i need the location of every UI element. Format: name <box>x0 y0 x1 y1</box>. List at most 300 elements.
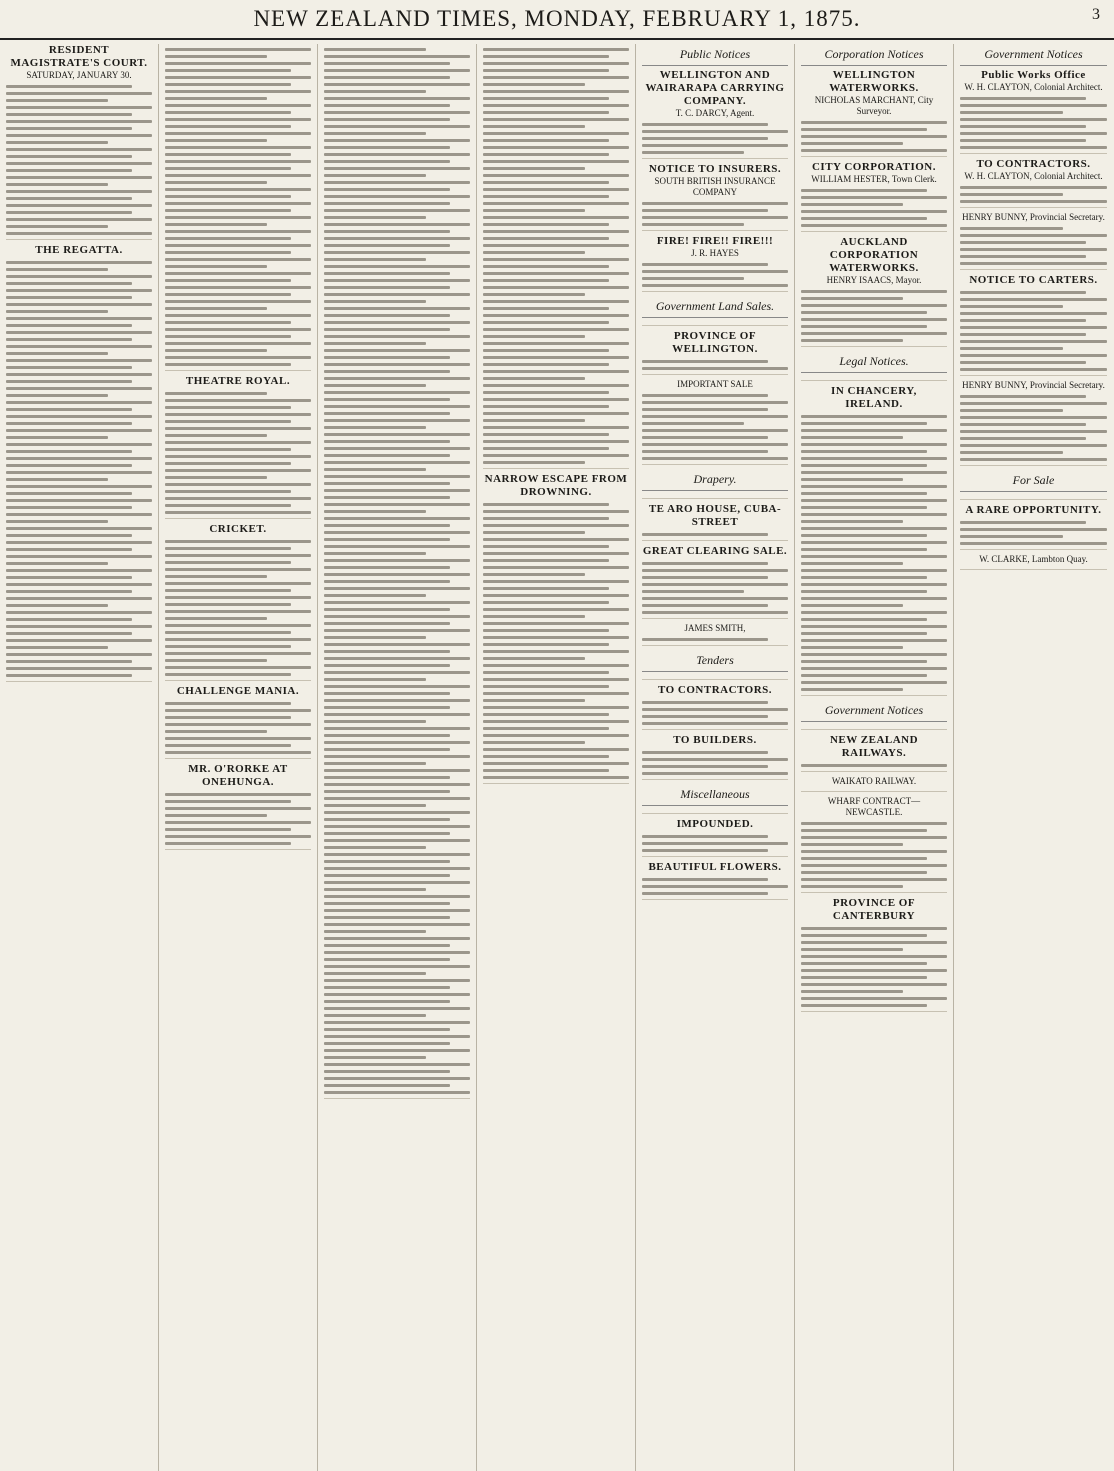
text-line <box>642 533 768 536</box>
text-line <box>642 701 768 704</box>
text-line <box>801 527 947 530</box>
text-line <box>324 391 470 394</box>
text-line <box>801 822 947 825</box>
text-line <box>483 384 629 387</box>
text-line <box>642 422 744 425</box>
text-line <box>165 744 291 747</box>
text-line <box>642 401 788 404</box>
article-heading: WELLINGTON WATERWORKS. <box>829 69 919 94</box>
text-line <box>801 422 927 425</box>
text-line <box>483 517 609 520</box>
text-line <box>6 289 152 292</box>
text-line <box>642 270 788 273</box>
text-line <box>165 293 291 296</box>
article-subheading: SOUTH BRITISH INSURANCE COMPANY <box>654 176 776 197</box>
text-line <box>324 286 450 289</box>
text-line <box>801 217 927 220</box>
text-line <box>483 202 629 205</box>
text-line <box>165 349 267 352</box>
text-line <box>960 319 1086 322</box>
text-line <box>165 237 291 240</box>
text-line <box>483 573 585 576</box>
text-line <box>6 520 108 523</box>
text-line <box>6 380 132 383</box>
text-line <box>801 990 903 993</box>
text-line <box>642 604 768 607</box>
text-line <box>165 251 291 254</box>
text-line <box>165 835 311 838</box>
text-line <box>6 148 152 151</box>
te-aro-house-title: TE ARO HOUSE, CUBA-STREET <box>648 503 782 528</box>
text-line <box>324 1056 426 1059</box>
text-line <box>960 118 1107 121</box>
article-heading: NARROW ESCAPE FROM DROWNING. <box>484 473 628 498</box>
text-line <box>801 969 947 972</box>
text-line <box>6 541 152 544</box>
text-line <box>6 653 152 656</box>
miscellaneous <box>642 784 788 814</box>
text-line <box>324 258 426 261</box>
column-3 <box>318 44 477 1471</box>
text-line <box>483 720 629 723</box>
text-line <box>324 468 426 471</box>
text-line <box>165 167 291 170</box>
notice-to-carters <box>960 274 1107 376</box>
text-line <box>483 412 629 415</box>
chancery-title: IN CHANCERY, IRELAND. <box>831 385 917 410</box>
text-line <box>642 277 744 280</box>
text-line <box>324 622 450 625</box>
text-line <box>483 377 585 380</box>
text-line <box>801 948 903 951</box>
text-line <box>6 275 152 278</box>
text-line <box>165 230 311 233</box>
text-line <box>642 394 768 397</box>
text-line <box>6 478 108 481</box>
text-line <box>642 137 768 140</box>
text-line <box>801 653 947 656</box>
text-line <box>324 111 470 114</box>
text-line <box>324 384 426 387</box>
henry-bunny <box>960 380 1107 466</box>
text-line <box>6 310 108 313</box>
text-line <box>165 146 311 149</box>
text-line <box>483 335 585 338</box>
text-line <box>165 279 291 282</box>
masthead-title: NEW ZEALAND TIMES, MONDAY, FEBRUARY 1, 1875. <box>253 6 861 31</box>
text-line <box>324 426 426 429</box>
text-line <box>483 601 609 604</box>
text-line <box>483 776 629 779</box>
text-line <box>801 224 947 227</box>
text-line <box>324 643 470 646</box>
article <box>483 48 629 469</box>
text-line <box>960 395 1086 398</box>
text-line <box>483 440 629 443</box>
wharf-contract <box>801 796 947 893</box>
text-line <box>483 755 609 758</box>
text-line <box>324 993 470 996</box>
text-line <box>165 793 311 796</box>
article-subheading: J. R. HAYES <box>691 248 739 258</box>
text-line <box>483 643 609 646</box>
column-4 <box>477 44 636 1471</box>
text-line <box>483 629 609 632</box>
text-line <box>165 265 267 268</box>
article <box>165 48 311 371</box>
text-line <box>165 511 311 514</box>
article-subheading: WILLIAM HESTER, Town Clerk. <box>811 174 937 184</box>
w-clarke-title: W. CLARKE, Lambton Quay. <box>979 554 1088 564</box>
text-line <box>960 132 1107 135</box>
text-line <box>642 263 768 266</box>
text-line <box>642 765 768 768</box>
text-line <box>801 871 927 874</box>
text-line <box>165 483 311 486</box>
text-line <box>801 997 947 1000</box>
text-line <box>483 447 609 450</box>
text-line <box>483 454 629 457</box>
text-line <box>324 69 470 72</box>
text-line <box>165 709 311 712</box>
to-contractors <box>642 684 788 730</box>
text-line <box>801 660 927 663</box>
text-line <box>165 617 267 620</box>
text-line <box>960 255 1086 258</box>
text-line <box>165 216 311 219</box>
text-line <box>324 636 426 639</box>
text-line <box>324 671 470 674</box>
text-line <box>960 241 1086 244</box>
text-line <box>801 203 903 206</box>
text-line <box>324 713 470 716</box>
text-line <box>6 436 108 439</box>
text-line <box>642 878 768 881</box>
text-line <box>960 361 1086 364</box>
text-line <box>801 520 903 523</box>
text-line <box>324 83 470 86</box>
text-line <box>642 450 768 453</box>
text-line <box>165 83 291 86</box>
text-line <box>165 575 267 578</box>
text-line <box>960 326 1107 329</box>
drapery-title: Drapery. <box>642 469 788 491</box>
text-line <box>324 608 450 611</box>
text-line <box>483 167 585 170</box>
text-line <box>801 569 947 572</box>
clearing-sale <box>642 545 788 619</box>
text-line <box>483 118 629 121</box>
text-line <box>642 835 768 838</box>
text-line <box>801 646 903 649</box>
article <box>801 161 947 232</box>
w-clarke <box>960 554 1107 570</box>
text-line <box>483 510 629 513</box>
text-line <box>6 162 152 165</box>
text-line <box>324 482 450 485</box>
text-line <box>801 836 947 839</box>
text-line <box>801 499 947 502</box>
text-line <box>6 268 108 271</box>
text-line <box>324 881 470 884</box>
text-line <box>801 625 947 628</box>
text-line <box>483 405 609 408</box>
text-line <box>960 542 1107 545</box>
text-line <box>324 902 450 905</box>
text-line <box>801 415 947 418</box>
text-line <box>801 196 947 199</box>
text-line <box>165 420 291 423</box>
text-line <box>960 193 1063 196</box>
article <box>483 473 629 784</box>
text-line <box>324 888 426 891</box>
text-line <box>960 458 1107 461</box>
text-line <box>324 314 450 317</box>
text-line <box>324 440 450 443</box>
article <box>165 763 311 850</box>
text-line <box>642 144 788 147</box>
text-line <box>324 251 470 254</box>
text-line <box>483 90 629 93</box>
text-line <box>324 685 470 688</box>
text-line <box>483 244 629 247</box>
text-line <box>324 335 470 338</box>
text-line <box>324 209 470 212</box>
province-canterbury-title: PROVINCE OF CANTERBURY <box>832 897 916 922</box>
text-line <box>6 443 152 446</box>
text-line <box>6 429 152 432</box>
text-line <box>6 394 108 397</box>
text-line <box>483 69 609 72</box>
text-line <box>483 230 629 233</box>
text-line <box>6 408 132 411</box>
text-line <box>324 1035 470 1038</box>
text-line <box>642 576 768 579</box>
text-line <box>6 485 152 488</box>
text-line <box>483 650 629 653</box>
text-line <box>6 190 152 193</box>
text-line <box>960 200 1107 203</box>
text-line <box>960 125 1086 128</box>
article-subheading: HENRY BUNNY, Provincial Secretary. <box>962 212 1105 222</box>
text-line <box>960 416 1107 419</box>
text-line <box>801 457 947 460</box>
text-line <box>960 340 1107 343</box>
text-line <box>165 160 311 163</box>
article <box>165 523 311 681</box>
text-line <box>165 195 291 198</box>
text-line <box>324 1007 470 1010</box>
text-line <box>801 927 947 930</box>
text-line <box>324 279 470 282</box>
text-line <box>324 419 470 422</box>
text-line <box>324 1028 450 1031</box>
text-line <box>324 692 450 695</box>
text-line <box>6 317 152 320</box>
text-line <box>6 506 132 509</box>
column-1 <box>0 44 159 1471</box>
text-line <box>6 492 132 495</box>
text-line <box>6 611 152 614</box>
text-line <box>324 1014 426 1017</box>
text-line <box>6 632 132 635</box>
text-line <box>324 181 470 184</box>
text-line <box>642 638 768 641</box>
text-line <box>6 415 152 418</box>
text-line <box>483 342 629 345</box>
text-line <box>483 699 585 702</box>
text-line <box>801 478 903 481</box>
text-line <box>165 603 291 606</box>
text-line <box>483 76 629 79</box>
article-subheading: W. H. CLAYTON, Colonial Architect. <box>964 82 1103 92</box>
text-line <box>801 639 947 642</box>
text-line <box>801 681 947 684</box>
impounded-title: IMPOUNDED. <box>676 818 754 830</box>
text-line <box>483 125 585 128</box>
text-line <box>642 583 788 586</box>
text-line <box>801 318 947 321</box>
text-line <box>165 244 311 247</box>
text-line <box>324 979 470 982</box>
text-line <box>165 490 291 493</box>
text-line <box>483 272 629 275</box>
text-line <box>801 632 927 635</box>
text-line <box>801 492 927 495</box>
section-heading: Government Notices <box>960 44 1107 66</box>
nz-railways-title: NEW ZEALAND RAILWAYS. <box>829 734 919 759</box>
text-line <box>165 90 311 93</box>
text-line <box>483 762 629 765</box>
for-sale-title: For Sale <box>960 470 1107 492</box>
article <box>6 44 152 240</box>
text-line <box>6 296 132 299</box>
text-line <box>960 437 1086 440</box>
text-line <box>6 169 132 172</box>
henry-bunny-title: HENRY BUNNY, Provincial Secretary. <box>962 380 1105 390</box>
text-line <box>165 356 311 359</box>
text-line <box>642 429 788 432</box>
text-line <box>324 356 450 359</box>
text-line <box>483 62 629 65</box>
text-line <box>165 596 311 599</box>
article-subheading: T. C. DARCY, Agent. <box>675 108 755 118</box>
text-line <box>483 314 629 317</box>
text-line <box>483 160 629 163</box>
text-line <box>6 583 152 586</box>
text-line <box>6 183 108 186</box>
section-heading: Corporation Notices <box>801 44 947 66</box>
text-line <box>6 660 132 663</box>
text-line <box>165 48 311 51</box>
text-line <box>324 867 470 870</box>
text-line <box>6 218 152 221</box>
for-sale <box>960 470 1107 500</box>
text-line <box>324 118 450 121</box>
text-line <box>6 225 108 228</box>
text-line <box>960 104 1107 107</box>
text-line <box>324 48 426 51</box>
text-line <box>642 367 788 370</box>
text-line <box>324 265 470 268</box>
text-line <box>165 652 311 655</box>
text-line <box>165 448 291 451</box>
text-line <box>324 776 450 779</box>
text-line <box>324 76 450 79</box>
text-line <box>324 909 470 912</box>
article <box>801 69 947 157</box>
text-line <box>324 538 450 541</box>
text-line <box>483 195 609 198</box>
text-line <box>6 625 152 628</box>
text-line <box>324 818 450 821</box>
text-line <box>6 555 152 558</box>
text-line <box>801 339 903 342</box>
article-heading: Public Works Office <box>981 69 1086 81</box>
text-line <box>324 727 470 730</box>
text-line <box>960 186 1107 189</box>
text-line <box>642 590 744 593</box>
to-builders-title: TO BUILDERS. <box>673 734 757 746</box>
text-line <box>6 338 132 341</box>
text-line <box>483 769 609 772</box>
text-line <box>324 734 450 737</box>
text-line <box>642 223 744 226</box>
article <box>165 375 311 519</box>
text-line <box>324 804 426 807</box>
text-line <box>165 125 291 128</box>
text-line <box>801 857 927 860</box>
text-line <box>165 455 311 458</box>
page-number: 3 <box>1092 6 1100 23</box>
text-line <box>801 485 947 488</box>
text-line <box>6 197 132 200</box>
text-line <box>483 741 585 744</box>
text-line <box>960 305 1063 308</box>
text-line <box>6 667 152 670</box>
text-line <box>483 664 629 667</box>
text-line <box>6 576 132 579</box>
text-line <box>483 279 609 282</box>
article <box>6 244 152 682</box>
text-line <box>324 587 470 590</box>
article <box>642 235 788 292</box>
text-line <box>6 176 152 179</box>
column-5 <box>636 44 795 1471</box>
text-line <box>165 153 291 156</box>
text-line <box>6 261 152 264</box>
text-line <box>801 548 927 551</box>
text-line <box>324 958 450 961</box>
text-line <box>324 475 470 478</box>
text-line <box>483 104 629 107</box>
text-line <box>483 48 629 51</box>
text-line <box>324 132 426 135</box>
column-2 <box>159 44 318 1471</box>
waikato-railway <box>801 776 947 792</box>
text-line <box>642 758 788 761</box>
province-wellington-title: PROVINCE OF WELLINGTON. <box>672 330 758 355</box>
text-line <box>960 528 1107 531</box>
text-line <box>960 97 1086 100</box>
text-line <box>960 139 1086 142</box>
text-line <box>801 934 927 937</box>
text-line <box>165 702 291 705</box>
text-line <box>165 540 311 543</box>
text-line <box>6 499 152 502</box>
text-line <box>960 298 1107 301</box>
text-line <box>642 708 788 711</box>
